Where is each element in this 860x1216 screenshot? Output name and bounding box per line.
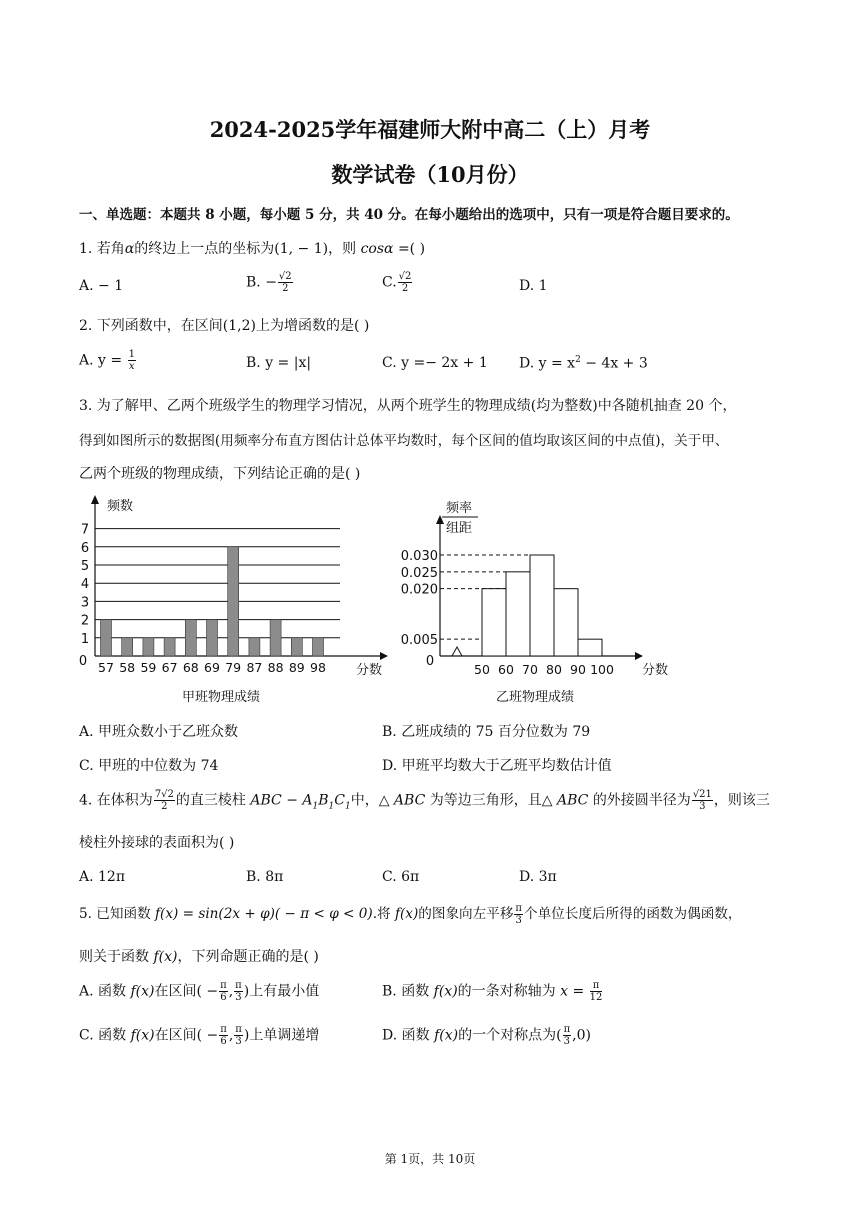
question-1-option-d: D. 1 <box>519 278 548 294</box>
question-4-line2: 棱柱外接球的表面积为( ) <box>79 835 235 851</box>
y-tick-label: 5 <box>80 559 90 574</box>
question-3-line1: 3. 为了解甲、乙两个班级学生的物理学习情况，从两个班学生的物理成绩(均为整数)中各随机抽查 20 个， <box>79 398 737 414</box>
bar-59 <box>143 638 154 656</box>
origin-label: 0 <box>78 654 88 669</box>
y-tick-label: 4 <box>80 577 90 593</box>
bar-87 <box>249 638 260 656</box>
y-axis-label-top: 频率 <box>445 501 473 516</box>
question-3-option-a: A. 甲班众数小于乙班众数 <box>79 724 239 740</box>
bar-60-70 <box>506 572 530 656</box>
question-2-option-b: B. y = |x| <box>246 355 312 371</box>
section-heading: 一、单选题：本题共 8 小题，每小题 5 分，共 40 分。在每小题给出的选项中，只有一项是符合题目要求的。 <box>79 207 739 223</box>
bar-67 <box>164 638 175 656</box>
y-axis-label-bottom: 组距 <box>445 521 473 536</box>
question-4-option-d: D. 3π <box>519 869 557 885</box>
x-tick-label: 90 <box>570 662 586 677</box>
chart-class-a <box>75 492 395 707</box>
question-1-option-a: A. − 1 <box>79 278 124 294</box>
x-tick-label: 67 <box>161 660 178 675</box>
bar-79 <box>228 547 239 656</box>
bar-57 <box>101 620 112 656</box>
x-tick-label: 69 <box>204 660 220 675</box>
x-tick-label: 88 <box>267 660 284 675</box>
x-axis-arrow <box>635 652 643 660</box>
y-tick-label: 0.025 <box>400 565 438 581</box>
x-axis-label: 分数 <box>641 663 669 678</box>
question-5-option-c: C. 函数 f(x)在区间( − $\frac{\pi}{6}$ , $\frac{\pi}{3}$ )上单调递增 <box>79 1024 320 1047</box>
question-4-line1: 4. 在体积为 $\frac{7√2}{2}$ 的直三棱柱 ABC − $A_1B_1C_1$中，△ ABC 为等边三角形，且△ ABC 的外接圆半径为 $\frac{√21}{3}$ ，则该三 <box>79 789 770 812</box>
question-3-option-c: C. 甲班的中位数为 74 <box>79 758 219 774</box>
x-tick-label: 98 <box>310 660 326 675</box>
y-tick-label: 2 <box>80 613 90 629</box>
x-tick-label: 100 <box>590 662 614 677</box>
question-4-option-b: B. 8π <box>246 869 284 885</box>
origin-label: 0 <box>425 654 435 669</box>
bar-80-90 <box>554 589 578 656</box>
chart-title: 甲班物理成绩 <box>181 690 261 705</box>
question-2-option-d: D. $y = x^2 - 4x + 3$ <box>519 355 648 372</box>
x-axis-label: 分数 <box>355 663 383 678</box>
question-3-line3: 乙两个班级的物理成绩，下列结论正确的是( ) <box>79 466 361 482</box>
bar-58 <box>122 638 133 656</box>
question-1-option-b: B. − $\frac{√2}{2}$ <box>246 271 292 294</box>
page-footer: 第 1页，共 10页 <box>384 1152 476 1166</box>
x-tick-label: 87 <box>246 660 263 675</box>
bar-70-80 <box>530 555 554 656</box>
chart-title: 乙班物理成绩 <box>495 690 575 705</box>
x-tick-label: 89 <box>288 660 305 675</box>
x-tick-label: 79 <box>225 660 242 675</box>
question-4-option-a: A. 12π <box>79 869 126 885</box>
exam-subtitle: 数学试卷（10月份） <box>331 162 529 187</box>
y-tick-label: 0.030 <box>400 549 438 564</box>
bar-68 <box>185 620 196 656</box>
bar-90-100 <box>578 639 602 656</box>
question-1-option-c: C. $\frac{√2}{2}$ <box>382 271 412 294</box>
chart-class-b <box>400 492 690 707</box>
bar-98 <box>313 638 324 656</box>
bar-88 <box>270 620 281 656</box>
x-tick-label: 70 <box>522 662 538 677</box>
axis-break <box>452 647 462 656</box>
question-2-option-c: C. y =− 2x + 1 <box>382 355 488 371</box>
y-tick-label: 7 <box>80 522 90 538</box>
y-tick-label: 0.020 <box>400 582 438 598</box>
exam-title: 2024-2025学年福建师大附中高二（上）月考 <box>209 117 651 142</box>
bar-89 <box>291 638 302 656</box>
question-3-option-d: D. 甲班平均数大于乙班平均数估计值 <box>382 758 612 774</box>
x-tick-label: 50 <box>474 662 490 677</box>
question-5-option-a: A. 函数 f(x)在区间( − $\frac{\pi}{6}$ , $\frac{\pi}{3}$ )上有最小值 <box>79 980 320 1003</box>
question-5-option-d: D. 函数 f(x)的一个对称点为( $\frac{\pi}{3}$ ,0) <box>382 1024 591 1047</box>
x-tick-label: 58 <box>119 660 136 675</box>
question-2-option-a: A. y = $\frac{1}{x}$ <box>79 349 135 372</box>
question-5-line1: 5. 已知函数 f(x) = sin(2x + φ)( − π < φ < 0).将 f(x)的图象向左平移 $\frac{\pi}{3}$ 个单位长度后所得的函数为偶函数， <box>79 903 742 926</box>
question-3-line2: 得到如图所示的数据图(用频率分布直方图估计总体平均数时，每个区间的值均取该区间的中点值)，关于甲、 <box>79 433 729 449</box>
y-axis-arrow <box>91 495 99 504</box>
y-axis-arrow <box>436 515 444 524</box>
x-tick-label: 68 <box>182 660 199 675</box>
y-tick-label: 0.005 <box>400 633 438 649</box>
x-tick-label: 60 <box>498 662 514 677</box>
question-4-option-c: C. 6π <box>382 869 420 885</box>
y-tick-label: 6 <box>80 540 90 556</box>
question-1-stem: 1. 若角α的终边上一点的坐标为(1, − 1)，则 cosα =( ) <box>79 241 426 257</box>
y-tick-label: 1 <box>80 631 90 647</box>
question-5-line2: 则关于函数 f(x)，下列命题正确的是( ) <box>79 949 319 965</box>
bar-69 <box>207 620 218 656</box>
bar-50-60 <box>482 589 506 656</box>
y-tick-label: 3 <box>80 595 90 611</box>
question-5-option-b: B. 函数 f(x)的一条对称轴为 x = $\frac{\pi}{12}$ <box>382 980 603 1003</box>
x-tick-label: 57 <box>98 660 114 675</box>
question-2-stem: 2. 下列函数中，在区间(1,2)上为增函数的是( ) <box>79 318 370 334</box>
x-tick-label: 59 <box>140 660 157 675</box>
x-axis-arrow <box>380 652 388 660</box>
question-3-option-b: B. 乙班成绩的 75 百分位数为 79 <box>382 724 591 740</box>
x-tick-label: 80 <box>546 662 562 677</box>
y-axis-label: 频数 <box>107 499 134 514</box>
